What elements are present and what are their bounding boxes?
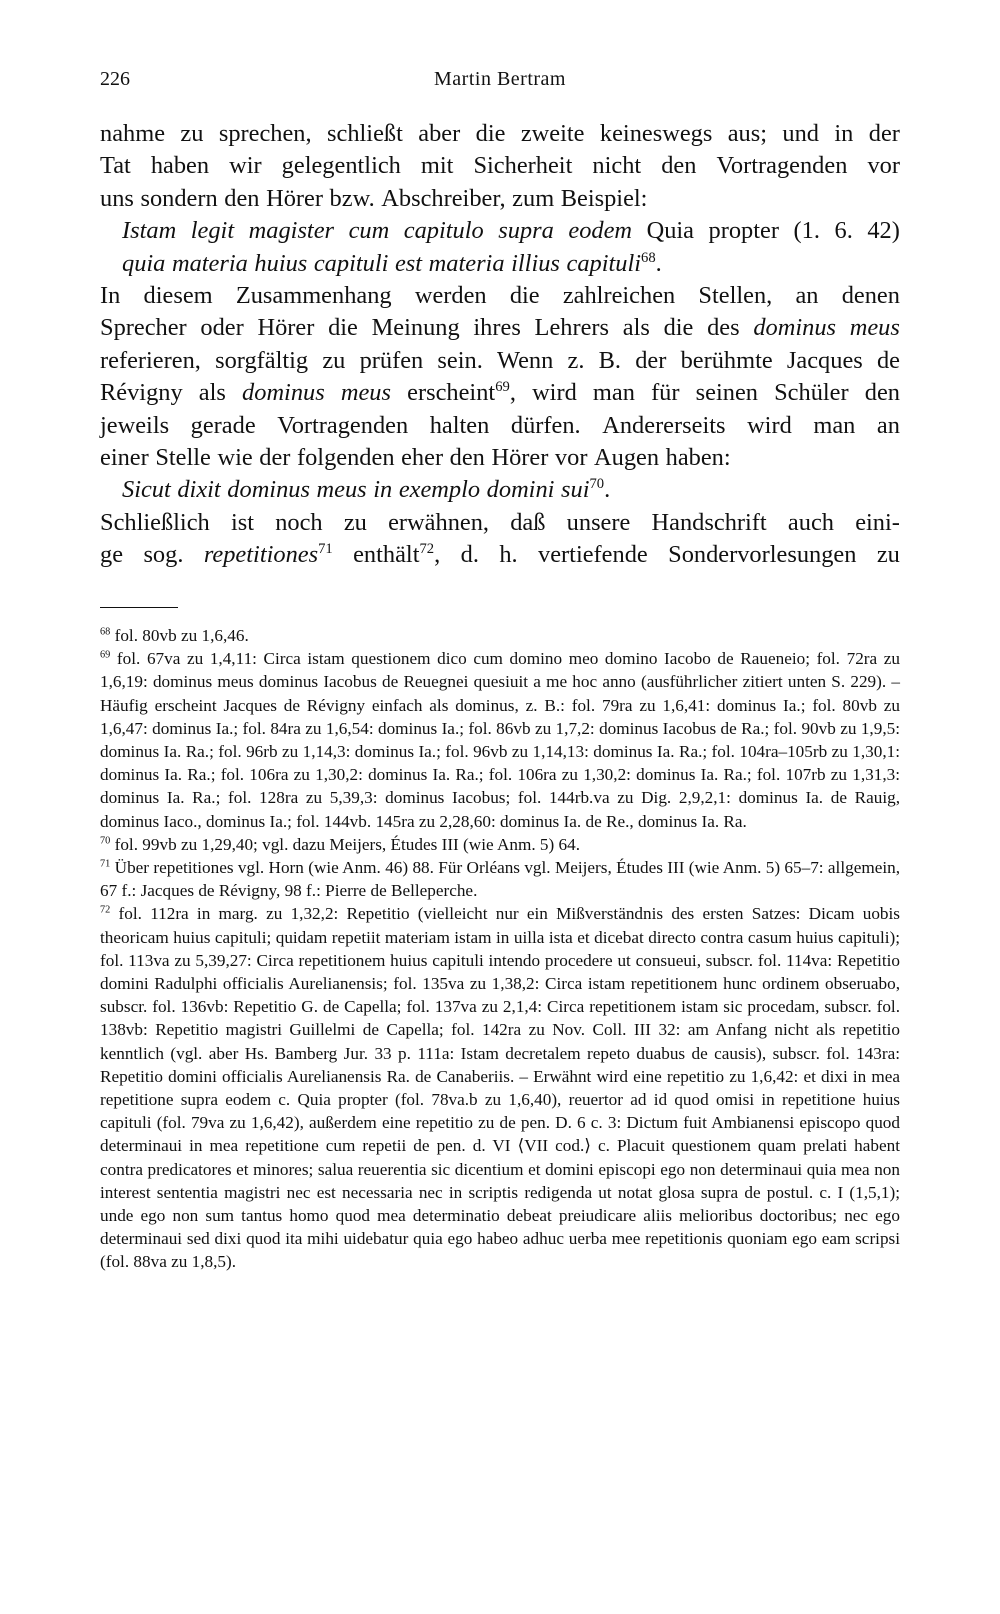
- footnote-number: 69: [100, 649, 111, 661]
- main-text: [100, 118, 900, 572]
- body-line: uns sondern den Hörer bzw. Abschreiber, zum Beispiel:: [100, 184, 648, 212]
- body-line: In diesem Zusammenhang werden die zahlreichen Stellen, an denen: [100, 282, 900, 310]
- footnote: [100, 902, 900, 1273]
- footnote-number: 70: [100, 835, 111, 847]
- body-line: einer Stelle wie der folgenden eher den Hörer vor Augen haben:: [100, 444, 731, 472]
- footnotes: [100, 624, 900, 1274]
- body-line: referieren, sorgfältig zu prüfen sein. Wenn z. B. der berühmte Jacques de: [100, 346, 900, 374]
- body-line: Tat haben wir gelegentlich mit Sicherheit nicht den Vortragenden vor: [100, 152, 900, 180]
- footnote: [100, 833, 900, 856]
- body-line: quia materia huius capituli est materia illius capituli$^{68}$.: [122, 249, 662, 277]
- body-line: jeweils gerade Vortragenden halten dürfen. Andererseits wird man an: [100, 411, 900, 439]
- body-line: Istam legit magister cum capitulo supra eodem Quia propter (1. 6. 42): [122, 217, 900, 245]
- footnote-text: fol. 99vb zu 1,29,40; vgl. dazu Meijers, Études III (wie Anm. 5) 64.: [110, 834, 581, 854]
- footnote-rule: [100, 607, 178, 608]
- body-line: Révigny als dominus meus erscheint$^{69}$, wird man für seinen Schüler den: [100, 379, 900, 407]
- page-header: [100, 68, 900, 98]
- footnote-number: 71: [100, 858, 111, 870]
- footnote-text: Über repetitiones vgl. Horn (wie Anm. 46) 88. Für Orléans vgl. Meijers, Études III (wie Anm. 5) 65–7: allgemein, 67 f.: Jacques de Révigny, 98 f.: Pierre de Belleperche.: [100, 858, 900, 901]
- footnote-text: fol. 67va zu 1,4,11: Circa istam questionem dico cum domino meo domino Iacobo de Raueneio; fol. 72ra zu 1,6,19: dominus meus dominus Iacobus de Reuegnei quesiuit a me hoc anno (ausführlicher zitiert unten S. 229). – Häufig erscheint Jacques de Révigny einfach als dominus, z. B.: fol. 79ra zu 1,6,41: dominus Ia.; fol. 80vb zu 1,6,47: dominus Ia.; fol. 84ra zu 1,6,54: dominus Ia.; fol. 86vb zu 1,7,2: dominus Iacobus de Ra.; fol. 90vb zu 1,9,5: dominus Ia. Ra.; fol. 96rb zu 1,14,3: dominus Ia.; fol. 96vb zu 1,14,13: dominus Ia. Ra.; fol. 104ra–105rb zu 1,30,1: dominus Ia. Ra.; fol. 106ra zu 1,30,2: dominus Ia. Ra.; fol. 106ra zu 1,30,2: dominus Ia. Ra.; fol. 107rb zu 1,31,3: dominus Ia. Ra.; fol. 128ra zu 5,39,3: dominus Iacobus; fol. 144rb.va zu Dig. 2,9,2,1: dominus Ia. de Rauig, dominus Iaco., dominus Ia.; fol. 144vb. 145ra zu 2,28,60: dominus Ia. de Re., dominus Ia. Ra.: [100, 649, 900, 831]
- footnote-text: fol. 80vb zu 1,6,46.: [110, 626, 249, 645]
- footnote-text: fol. 112ra in marg. zu 1,32,2: Repetitio (vielleicht nur ein Mißverständnis des ersten Satzes: Dicam uobis theoricam huius capituli; quidam repetiit materiam istam in uilla ista et dicebat directo contra casum huius capituli); fol. 113va zu 5,39,27: Circa repetitionem huius capituli intendo procedere ut consueui, subscr. fol. 114va: Repetitio domini Radulphi officialis Aurelianensis; fol. 135va zu 1,38,2: Circa istam repetitionem hunc ordinem obseruabo, subscr. fol. 136vb: Repetitio G. de Capella; fol. 137va zu 2,1,4: Circa repetitionem istam sic procedam, subscr. fol. 138vb: Repetitio magistri Guillelmi de Capella; fol. 142ra zu Nov. Coll. III 32: am Anfang nicht als repetitio kenntlich (vgl. aber Hs. Bamberg Jur. 33 p. 111a: Istam decretalem repeto duabus de causis), subscr. fol. 143ra: Repetitio domini officialis Aurelianensis Ra. de Canaberiis. – Erwähnt wird eine repetitio zu 1,6,42: et dixi in mea repetitione supra eodem c. Quia propter (fol. 78va.b zu 1,6,40), reuertor ad id quod omisi in repetitione huius capituli (fol. 79va zu 1,6,42), außerdem eine repetitio zu de pen. D. 6 c. 3: Dictum fuit Ambianensi episcopo quod determinaui in mea repetitione cum repetii de pen. d. VI ⟨VII cod.⟩ c. Placuit questionem quam prelati habent contra predicatores et minores; salua reuerentia sic dicentium et domini episcopi ego non determinaui quia mea non interest sententia magistri nec est necessaria nec in scriptis redigenda ut notat glosa supra de postul. c. I (1,5,1); unde ego non sum tantus homo quod mea determinatio debeat preiudicare aliis melioribus doctoribus; nec ego determinaui sed dixi quod ita mihi uidebatur quia ego habeo adhuc uerba mee repetitionis quoniam ego eam scripsi (fol. 88va zu 1,8,5).: [100, 904, 900, 1272]
- body-line: Sicut dixit dominus meus in exemplo domini sui$^{70}$.: [122, 476, 611, 504]
- footnote: [100, 624, 900, 647]
- body-line: nahme zu sprechen, schließt aber die zweite keineswegs aus; und in der: [100, 120, 900, 147]
- footnote: [100, 856, 900, 902]
- body-line: Sprecher oder Hörer die Meinung ihres Lehrers als die des dominus meus: [100, 314, 900, 342]
- footnote: [100, 647, 900, 833]
- page-number: 226: [100, 68, 130, 90]
- body-line: Schließlich ist noch zu erwähnen, daß unsere Handschrift auch eini-: [100, 508, 900, 536]
- running-title: Martin Bertram: [434, 68, 566, 90]
- body-line: ge sog. repetitiones$^{71}$ enthält$^{72}$, d. h. vertiefende Sondervorlesungen zu: [100, 541, 900, 569]
- footnote-number: 68: [100, 626, 111, 638]
- footnote-number: 72: [100, 904, 111, 916]
